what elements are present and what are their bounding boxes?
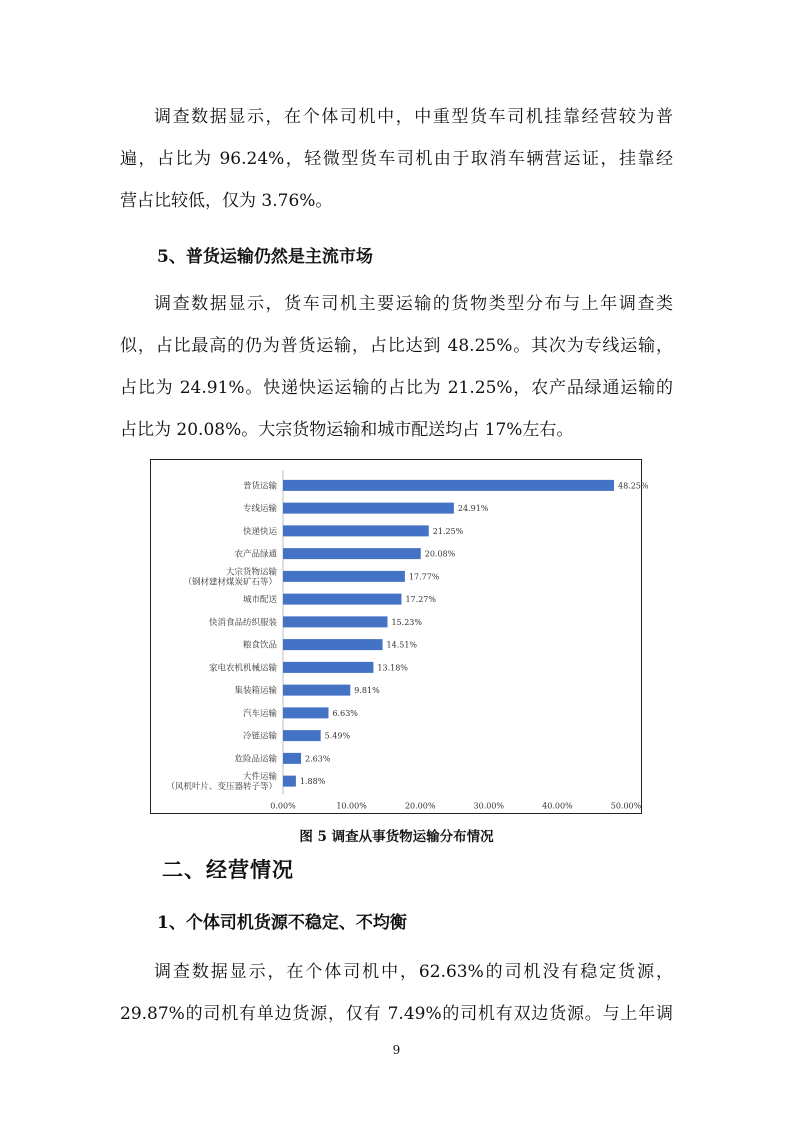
paragraph-line: 似，占比最高的仍为普货运输，占比达到 48.25%。其次为专线运输， [120,336,673,356]
x-tick-label: 40.00% [542,801,573,811]
category-label: 大宗货物运输 [225,567,277,578]
value-label: 20.08% [424,549,456,559]
category-label: 快消食品纺织服装 [208,617,277,628]
category-label: 快递快运 [242,526,277,537]
paragraph-cargo-sources [120,951,673,1035]
x-tick-label: 20.00% [404,801,436,811]
category-label: （风机叶片、变压器转子等） [166,782,277,793]
value-label: 17.27% [405,595,436,605]
x-tick-label: 30.00% [473,801,505,811]
x-tick-label: 50.00% [610,801,642,811]
value-label: 13.18% [377,663,408,673]
category-label: 大件运输 [242,772,277,783]
category-label: 粮食饮品 [242,640,277,651]
value-label: 2.63% [305,754,331,764]
paragraph-line: 遍，占比为 96.24%，轻微型货车司机由于取消车辆营运证，挂靠经 [120,149,673,169]
bar [283,548,421,559]
section-title-operations: 二、经营情况 [162,857,294,882]
category-label: 普货运输 [242,481,277,492]
figure-caption: 图 5 调查从事货物运输分布情况 [299,829,494,845]
value-label: 15.23% [391,617,422,627]
value-label: 48.25% [617,481,649,491]
category-label: 汽车运输 [242,708,277,719]
value-label: 1.88% [299,777,326,787]
category-label: 危险品运输 [234,754,277,765]
category-label: 集装箱运输 [234,686,277,697]
value-label: 17.77% [408,572,440,582]
paragraph-line: 调查数据显示，在个体司机中，62.63%的司机没有稳定货源， [154,962,673,982]
paragraph-line: 调查数据显示，在个体司机中，中重型货车司机挂靠经营较为普 [154,107,673,127]
category-label: 家电农机机械运输 [208,663,277,674]
category-label: 农产品绿通 [234,549,277,560]
bar [283,730,321,741]
bar-chart-svg [151,460,649,813]
bar [283,525,429,536]
bar [283,616,387,627]
category-label: 冷链运输 [242,731,277,742]
bar [283,753,301,764]
category-label: 专线运输 [242,504,277,515]
x-tick-label: 10.00% [336,801,367,811]
value-label: 9.81% [354,686,380,696]
paragraph-line: 占比为 24.91%。快递快运运输的占比为 21.25%，农产品绿通运输的 [120,378,673,398]
paragraph-goods-affiliation [120,96,673,222]
bar [283,594,401,605]
cargo-distribution-chart [150,459,649,814]
bar [283,776,296,787]
page-number: 9 [392,1043,401,1057]
bar [283,503,454,514]
paragraph-cargo-types [120,283,673,451]
category-label: 城市配送 [242,595,277,606]
value-label: 5.49% [324,731,351,741]
bar [283,707,328,718]
bar [283,662,373,673]
section-heading-1: 1、个体司机货源不稳定、不均衡 [157,913,407,933]
paragraph-line: 营占比较低，仅为 3.76%。 [120,191,333,211]
paragraph-line: 调查数据显示，货车司机主要运输的货物类型分布与上年调查类 [154,294,673,314]
bar [283,571,405,582]
value-label: 14.51% [386,640,418,650]
x-tick-label: 0.00% [270,801,296,811]
bar [283,685,350,696]
value-label: 24.91% [457,504,489,514]
value-label: 21.25% [432,526,464,536]
paragraph-line: 29.87%的司机有单边货源，仅有 7.49%的司机有双边货源。与上年调 [120,1004,673,1024]
bar [283,639,383,650]
section-heading-5: 5、普货运输仍然是主流市场 [157,247,373,267]
category-label: （钢材建材煤炭矿石等） [183,577,277,588]
paragraph-line: 占比为 20.08%。大宗货物运输和城市配送均占 17%左右。 [120,420,574,440]
value-label: 6.63% [332,708,358,718]
bar [283,480,614,491]
